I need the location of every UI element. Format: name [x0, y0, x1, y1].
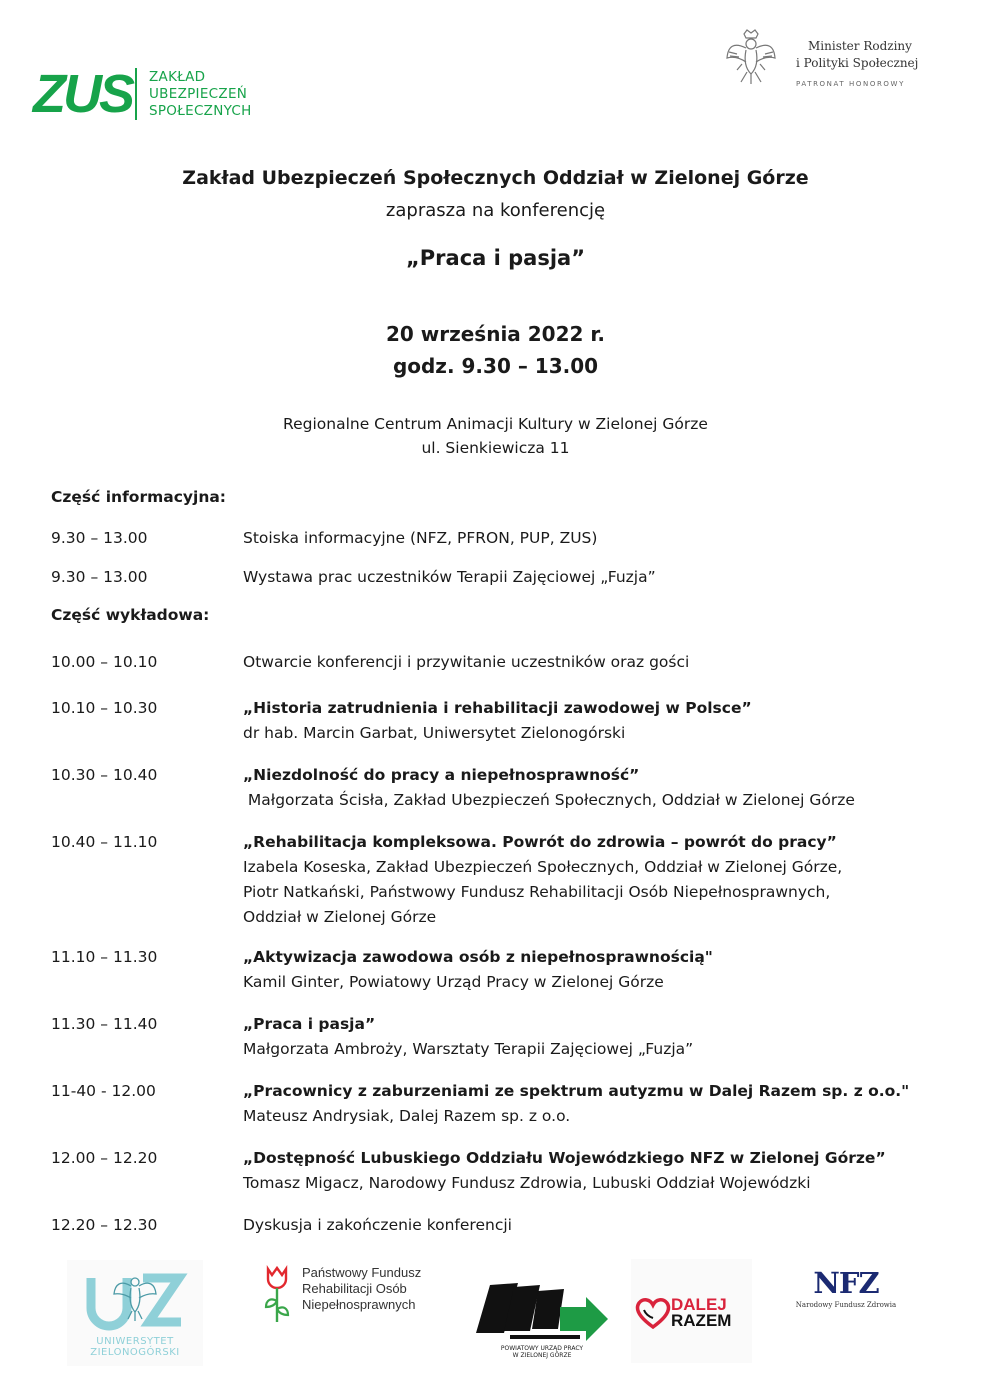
dalej-word: DALEJ [671, 1295, 727, 1314]
eagle-emblem-icon [724, 28, 778, 86]
zus-logo-line: SPOŁECZNYCH [149, 102, 252, 119]
schedule-row [51, 650, 951, 675]
lecture-section-label: Część wykładowa: [51, 606, 210, 624]
razem-word: RAZEM [671, 1311, 732, 1330]
lecture-title: „Rehabilitacja kompleksowa. Powrót do zdrowia – powrót do pracy” [243, 833, 837, 851]
nfz-mark: NFZ [813, 1266, 879, 1300]
uz-emblem-icon [81, 1268, 189, 1336]
lecture-title: „Pracownicy z zaburzeniami ze spektrum autyzmu w Dalej Razem sp. z o.o." [243, 1082, 910, 1100]
schedule-time: 11.30 – 11.40 [51, 1015, 158, 1033]
speaker-line: Izabela Koseska, Zakład Ubezpieczeń Społecznych, Oddział w Zielonej Górze, [243, 858, 843, 876]
invitation-text: zaprasza na konferencję [385, 200, 606, 221]
lecture-title: „Historia zatrudnienia i rehabilitacji zawodowej w Polsce” [243, 699, 752, 717]
schedule-text: Wystawa prac uczestników Terapii Zajęciowej „Fuzja” [243, 568, 656, 586]
schedule-row [51, 1012, 951, 1062]
speaker-line: Małgorzata Ścisła, Zakład Ubezpieczeń Społecznych, Oddział w Zielonej Górze [243, 791, 855, 809]
lecture-title: „Praca i pasja” [243, 1015, 376, 1033]
lecture-title: „Aktywizacja zawodowa osób z niepełnosprawnością" [243, 948, 713, 966]
ministry-patronage [724, 28, 918, 93]
speaker-line: dr hab. Marcin Garbat, Uniwersytet Zielonogórski [243, 724, 626, 742]
schedule-time: 10.10 – 10.30 [51, 699, 158, 717]
ministry-name-line2: i Polityki Społecznej [796, 56, 919, 70]
zus-logo-line: UBEZPIECZEŃ [149, 85, 248, 102]
zus-logo-divider [135, 68, 137, 120]
schedule-time: 10.00 – 10.10 [51, 653, 158, 671]
venue-name: Regionalne Centrum Animacji Kultury w Zielonej Górze [283, 415, 708, 433]
schedule-text: Dyskusja i zakończenie konferencji [243, 1216, 512, 1234]
lecture-title: „Niezdolność do pracy a niepełnosprawność” [243, 766, 640, 784]
schedule-desc [243, 945, 951, 995]
schedule-desc [243, 650, 951, 675]
zus-logo-line: ZAKŁAD [149, 68, 206, 85]
speaker-line: Kamil Ginter, Powiatowy Urząd Pracy w Zielonej Górze [243, 973, 664, 991]
pfron-name-line: Rehabilitacji Osób [302, 1281, 407, 1296]
organizer-heading: Zakład Ubezpieczeń Społecznych Oddział w Zielonej Górze [182, 167, 809, 189]
schedule-desc [243, 1146, 951, 1196]
pup-name-line: POWIATOWY URZĄD PRACY [500, 1345, 584, 1352]
uz-name-line: ZIELONOGÓRSKI [90, 1347, 180, 1358]
schedule-text: Stoiska informacyjne (NFZ, PFRON, PUP, ZUS) [243, 529, 598, 547]
schedule-time: 10.30 – 10.40 [51, 766, 158, 784]
heart-icon [635, 1297, 671, 1329]
info-section-label: Część informacyjna: [51, 488, 227, 506]
schedule-row [51, 696, 951, 746]
schedule-time: 11.10 – 11.30 [51, 948, 158, 966]
schedule-desc [243, 830, 951, 930]
zus-logo-mark: ZUS [33, 64, 132, 124]
schedule-row [51, 1146, 951, 1196]
speaker-line: Mateusz Andrysiak, Dalej Razem sp. z o.o. [243, 1107, 571, 1125]
schedule-row [51, 1079, 951, 1129]
uz-name-line: UNIWERSYTET [96, 1336, 174, 1347]
pup-name-line: W ZIELONEJ GÓRZE [512, 1352, 572, 1359]
schedule-time: 12.20 – 12.30 [51, 1216, 158, 1234]
ministry-name-line1: Minister Rodziny [808, 39, 912, 53]
dalej-razem-text [671, 1297, 731, 1329]
pfron-name-line: Niepełnosprawnych [302, 1297, 416, 1312]
conference-date: 20 września 2022 r. [385, 322, 606, 346]
schedule-desc [243, 696, 951, 746]
schedule-desc [243, 1079, 951, 1129]
conference-title: „Praca i pasja” [405, 246, 586, 270]
dalej-razem-logo [631, 1259, 752, 1363]
schedule-time: 9.30 – 13.00 [51, 529, 148, 547]
schedule-time: 10.40 – 11.10 [51, 833, 158, 851]
speaker-line: Piotr Natkański, Państwowy Fundusz Rehabilitacji Osób Niepełnosprawnych, [243, 883, 831, 901]
pup-caption [474, 1345, 610, 1359]
schedule-time: 11-40 - 12.00 [51, 1082, 156, 1100]
schedule-desc [243, 1213, 951, 1238]
zus-logo [33, 64, 252, 124]
zus-logo-text [149, 69, 252, 120]
conference-hours: godz. 9.30 – 13.00 [392, 354, 599, 378]
speaker-line: Oddział w Zielonej Górze [243, 908, 437, 926]
schedule-desc [243, 763, 951, 813]
schedule-time: 12.00 – 12.20 [51, 1149, 158, 1167]
pup-zielona-gora-logo [474, 1281, 610, 1361]
pfron-name-line: Państwowy Fundusz [302, 1265, 422, 1280]
schedule-row [51, 945, 951, 995]
schedule-desc [243, 1012, 951, 1062]
schedule-row [51, 565, 951, 590]
schedule-row [51, 830, 951, 930]
ministry-text [796, 38, 918, 93]
schedule-time: 9.30 – 13.00 [51, 568, 148, 586]
venue-address: ul. Sienkiewicza 11 [421, 439, 570, 457]
schedule-row [51, 763, 951, 813]
speaker-line: Małgorzata Ambroży, Warsztaty Terapii Zajęciowej „Fuzja” [243, 1040, 694, 1058]
university-zielona-gora-logo [67, 1260, 203, 1366]
pfron-text [302, 1265, 421, 1325]
nfz-subtitle: Narodowy Fundusz Zdrowia [795, 1301, 897, 1309]
honorary-patronage-label: PATRONAT HONOROWY [796, 80, 905, 88]
schedule-row [51, 1213, 951, 1238]
speaker-line: Tomasz Migacz, Narodowy Fundusz Zdrowia, Lubuski Oddział Wojewódzki [243, 1174, 811, 1192]
schedule-row [51, 526, 951, 551]
lecture-title: „Dostępność Lubuskiego Oddziału Wojewódzkiego NFZ w Zielonej Górze” [243, 1149, 886, 1167]
pfron-logo [262, 1265, 421, 1325]
nfz-logo [786, 1267, 906, 1309]
schedule-text: Otwarcie konferencji i przywitanie uczestników oraz gości [243, 653, 690, 671]
flower-icon [262, 1265, 292, 1325]
pup-arrow-icon [474, 1281, 610, 1343]
